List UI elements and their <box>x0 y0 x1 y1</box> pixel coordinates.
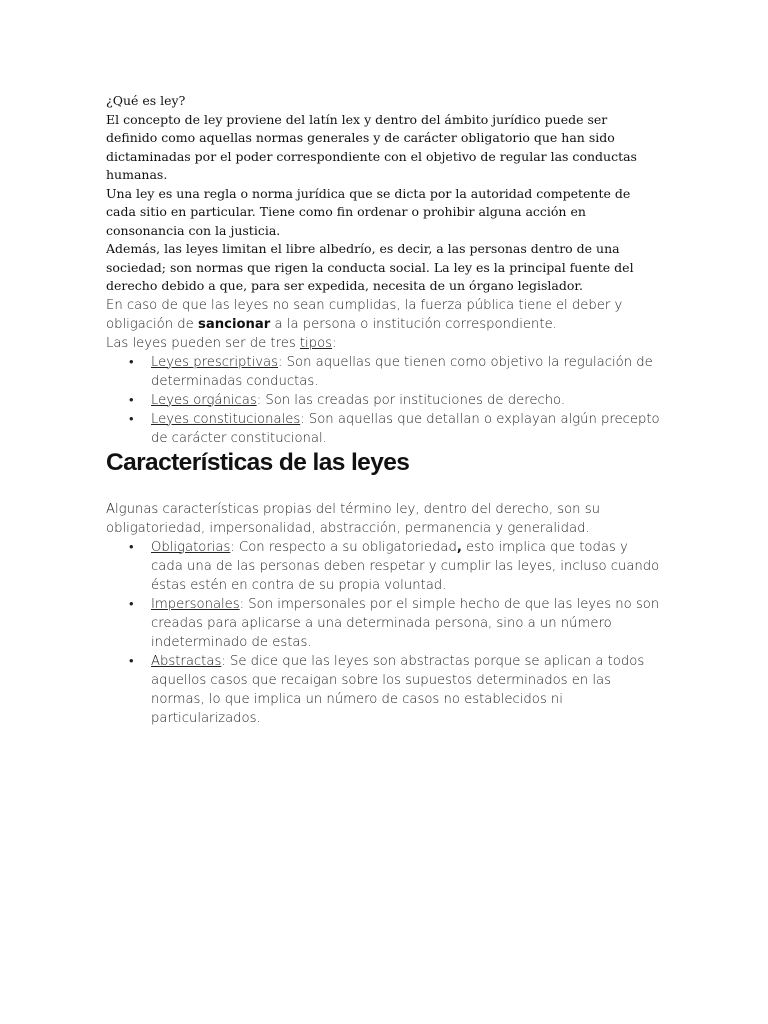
caracteristicas-list <box>106 538 662 728</box>
bullet-icon: • <box>129 539 134 555</box>
tipo-term-link[interactable]: Leyes constitucionales <box>151 411 301 427</box>
paragraph-sancion <box>106 296 662 334</box>
bullet-icon: • <box>129 653 134 669</box>
list-item <box>106 353 662 391</box>
caract-description: : Se dice que las leyes son abstractas porque se aplican a todos aquellos casos que recaigan sobre los supuestos determinados en las normas, lo que implica un número de casos no establecidos ni particularizados. <box>151 653 645 726</box>
paragraph-norma: Una ley es una regla o norma jurídica que se dicta por la autoridad competente de cada sitio en particular. Tiene como fin ordenar o prohibir alguna acción en consonancia con la justicia. <box>106 185 631 238</box>
bullet-icon: • <box>129 411 134 427</box>
paragraph-tipos <box>106 334 662 353</box>
list-item <box>106 538 662 595</box>
list-item <box>106 652 662 728</box>
tipo-term-link[interactable]: Leyes orgánicas <box>151 392 257 408</box>
tipo-description: : Son las creadas por instituciones de derecho. <box>256 392 566 408</box>
list-item <box>106 391 662 410</box>
caract-description: esto implica que todas y cada una de las personas deben respetar y cumplir las leyes, incluso cuando éstas estén en contra de su propia voluntad. <box>151 539 660 593</box>
tipo-term-link[interactable]: Leyes prescriptivas <box>151 354 278 370</box>
bullet-icon: • <box>129 392 134 408</box>
paragraph-definition: El concepto de ley proviene del latín lex y dentro del ámbito jurídico puede ser definido como aquellas normas generales y de carácter obligatorio que han sido dictaminadas por el poder correspondiente con el objetivo de regular las conductas humanas. <box>106 111 637 182</box>
list-item <box>106 595 662 652</box>
body-section <box>106 296 662 728</box>
section-heading: Características de las leyes <box>106 448 410 476</box>
list-item <box>106 410 662 448</box>
tipo-description: : Son aquellas que detallan o explayan algún precepto de carácter constitucional. <box>151 411 660 446</box>
document-page <box>106 92 662 728</box>
caract-mid-text: : Con respecto a su obligatoriedad <box>230 539 457 555</box>
paragraph-albedrio: Además, las leyes limitan el libre albedrío, es decir, a las personas dentro de una sociedad; son normas que rigen la conducta social. La ley es la principal fuente del derecho debido a que, para ser expedida, necesita de un órgano legislador. <box>106 241 634 293</box>
caract-term-link[interactable]: Obligatorias <box>151 539 231 555</box>
tipos-link[interactable]: tipos <box>299 335 333 351</box>
intro-section <box>106 92 662 296</box>
tipos-list <box>106 353 662 448</box>
tipos-text-after: : <box>332 335 337 351</box>
caract-term-link[interactable]: Abstractas <box>151 653 222 669</box>
caract-term-link[interactable]: Impersonales <box>151 596 240 612</box>
caract-description: : Son impersonales por el simple hecho de que las leyes no son creadas para aplicarse a una determinada persona, sino a un número indeterminado de estas. <box>151 596 660 650</box>
sancion-text-before: En caso de que las leyes no sean cumplidas, la fuerza pública tiene el deber y obligación de <box>106 297 623 332</box>
question-heading: ¿Qué es ley? <box>106 93 186 108</box>
tipos-text-before: Las leyes pueden ser de tres <box>106 335 300 351</box>
paragraph-caracteristicas: Algunas características propias del término ley, dentro del derecho, son su obligatoriedad, impersonalidad, abstracción, permanencia y generalidad. <box>106 501 600 536</box>
bullet-icon: • <box>129 596 134 612</box>
sancion-text-after: a la persona o institución correspondiente. <box>270 316 557 332</box>
sancionar-bold: sancionar <box>197 316 271 332</box>
caract-bold-comma: , <box>456 539 462 555</box>
bullet-icon: • <box>129 354 134 370</box>
tipo-description: : Son aquellas que tienen como objetivo la regulación de determinadas conductas. <box>151 354 653 389</box>
